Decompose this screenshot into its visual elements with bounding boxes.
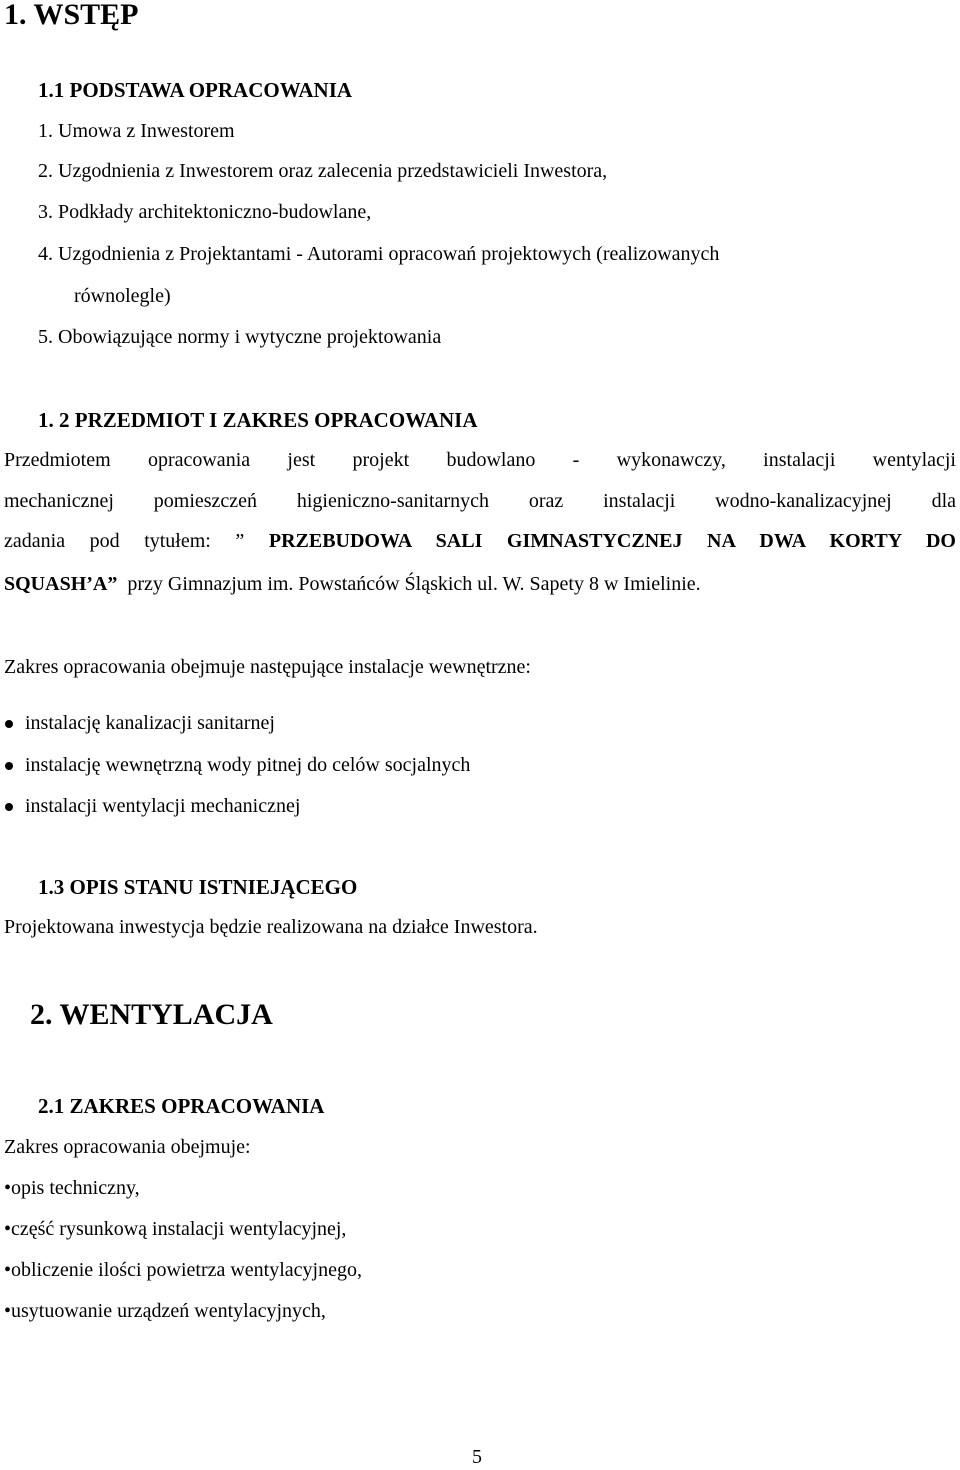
paragraph-text: przy Gimnazjum im. Powstańców Śląskich ul. W. Sapety 8 w Imielinie. [127, 573, 701, 595]
scope-intro: Zakres opracowania obejmuje następujące instalacje wewnętrzne: [4, 656, 531, 678]
list-item: 2. Uzgodnienia z Inwestorem oraz zalecenia przedstawicieli Inwestora, [38, 160, 608, 182]
paragraph-line [4, 530, 956, 553]
list-item: 1. Umowa z Inwestorem [38, 120, 235, 142]
project-name: SQUASH’A” [4, 573, 118, 595]
subsection-2-1-heading: 2.1 ZAKRES OPRACOWANIA [38, 1094, 325, 1118]
paragraph-line [4, 573, 701, 596]
bullet-item [4, 712, 275, 735]
list-item: •obliczenie ilości powietrza wentylacyjnego, [4, 1259, 362, 1281]
paragraph-text: zadania pod tytułem: ” [4, 530, 245, 552]
subsection-1-3-heading: 1.3 OPIS STANU ISTNIEJĄCEGO [38, 875, 358, 899]
subsection-1-1-heading: 1.1 PODSTAWA OPRACOWANIA [38, 78, 353, 102]
bullet-item [4, 754, 470, 777]
list-item: 3. Podkłady architektoniczno-budowlane, [38, 201, 372, 223]
paragraph-line: Przedmiotem opracowania jest projekt budowlano - wykonawczy, instalacji wentylacji [4, 449, 956, 471]
project-name: PRZEBUDOWA SALI GIMNASTYCZNEJ NA DWA KORTY DO [268, 530, 956, 552]
bullet-text: instalację wewnętrzną wody pitnej do celów socjalnych [25, 754, 471, 776]
bullet-text: instalacji wentylacji mechanicznej [25, 795, 301, 817]
bullet-icon [5, 720, 13, 728]
section-1-heading: 1. WSTĘP [4, 0, 139, 31]
page-number: 5 [472, 1446, 482, 1468]
list-item: 5. Obowiązujące normy i wytyczne projektowania [38, 326, 442, 348]
bullet-item [4, 795, 300, 818]
bullet-icon [5, 803, 13, 811]
bullet-icon [5, 762, 13, 770]
list-item: 4. Uzgodnienia z Projektantami - Autorami opracowań projektowych (realizowanych [38, 243, 720, 265]
section-2-heading: 2. WENTYLACJA [30, 998, 273, 1031]
paragraph-line: mechanicznej pomieszczeń higieniczno-sanitarnych oraz instalacji wodno-kanalizacyjnej dla [4, 490, 956, 512]
bullet-text: instalację kanalizacji sanitarnej [25, 712, 275, 734]
list-item: •opis techniczny, [4, 1177, 140, 1199]
list-item: •część rysunkową instalacji wentylacyjnej, [4, 1218, 347, 1240]
subsection-1-2-heading: 1. 2 PRZEDMIOT I ZAKRES OPRACOWANIA [38, 408, 478, 432]
list-item: •usytuowanie urządzeń wentylacyjnych, [4, 1300, 326, 1322]
scope-intro: Zakres opracowania obejmuje: [4, 1136, 251, 1158]
list-item-continuation: równolegle) [74, 285, 171, 307]
paragraph: Projektowana inwestycja będzie realizowana na działce Inwestora. [4, 916, 538, 938]
